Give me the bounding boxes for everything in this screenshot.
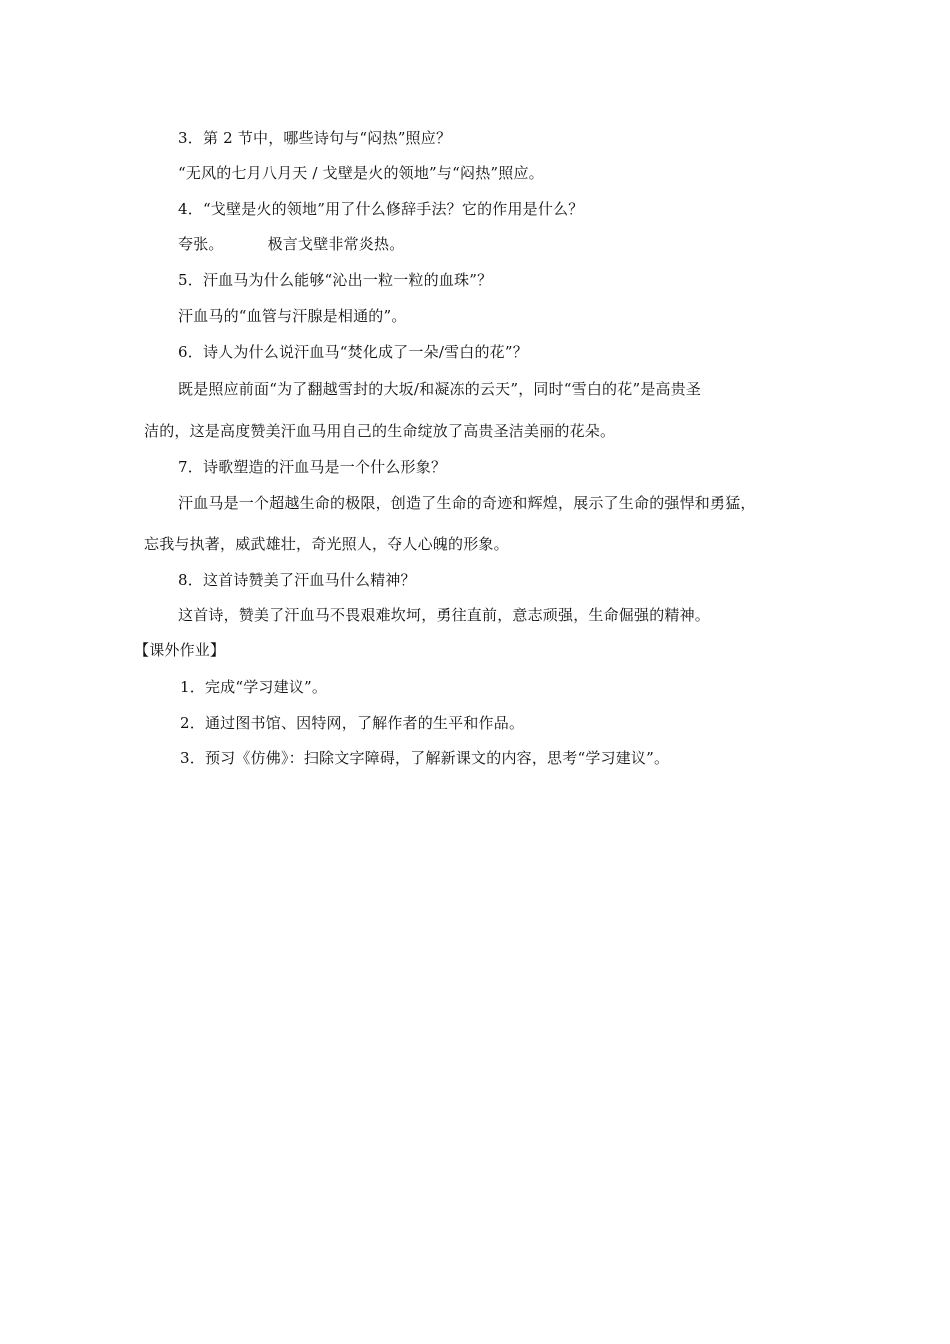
question-6: 6．诗人为什么说汗血马“焚化成了一朵/雪白的花”？ (178, 343, 528, 361)
answer-4 (178, 234, 404, 254)
question-4: 4．“戈壁是火的领地”用了什么修辞手法？它的作用是什么？ (178, 200, 584, 218)
question-3: 3．第 2 节中，哪些诗句与“闷热”照应？ (178, 129, 452, 147)
homework-title: 【课外作业】 (134, 641, 226, 659)
question-5: 5．汗血马为什么能够“沁出一粒一粒的血珠”？ (178, 271, 493, 289)
homework-task-3: 3．预习《仿佛》：扫除文字障碍，了解新课文的内容，思考“学习建议”。 (180, 749, 670, 767)
answer-4-part-b: 极言戈壁非常炎热。 (267, 235, 405, 253)
answer-6-line-1: 既是照应前面“为了翻越雪封的大坂/和凝冻的云天”，同时“雪白的花”是高贵圣 (178, 380, 702, 398)
homework-task-1: 1．完成“学习建议”。 (180, 678, 328, 696)
answer-8: 这首诗，赞美了汗血马不畏艰难坎坷，勇往直前，意志顽强，生命倔强的精神。 (178, 606, 711, 624)
answer-4-part-a: 夸张。 (178, 235, 224, 253)
question-7: 7．诗歌塑造的汗血马是一个什么形象？ (178, 458, 447, 476)
answer-3: “无风的七月八月天 / 戈壁是火的领地”与“闷热”照应。 (178, 164, 544, 182)
answer-7-line-1: 汗血马是一个超越生命的极限，创造了生命的奇迹和辉煌，展示了生命的强悍和勇猛， (178, 494, 756, 512)
answer-5: 汗血马的“血管与汗腺是相通的”。 (178, 307, 407, 325)
question-8: 8．这首诗赞美了汗血马什么精神？ (178, 571, 416, 589)
answer-7-line-2: 忘我与执著，威武雄壮，奇光照人，夺人心魄的形象。 (144, 535, 509, 553)
answer-6-line-2: 洁的，这是高度赞美汗血马用自己的生命绽放了高贵圣洁美丽的花朵。 (144, 422, 616, 440)
homework-task-2: 2．通过图书馆、因特网，了解作者的生平和作品。 (180, 714, 525, 732)
